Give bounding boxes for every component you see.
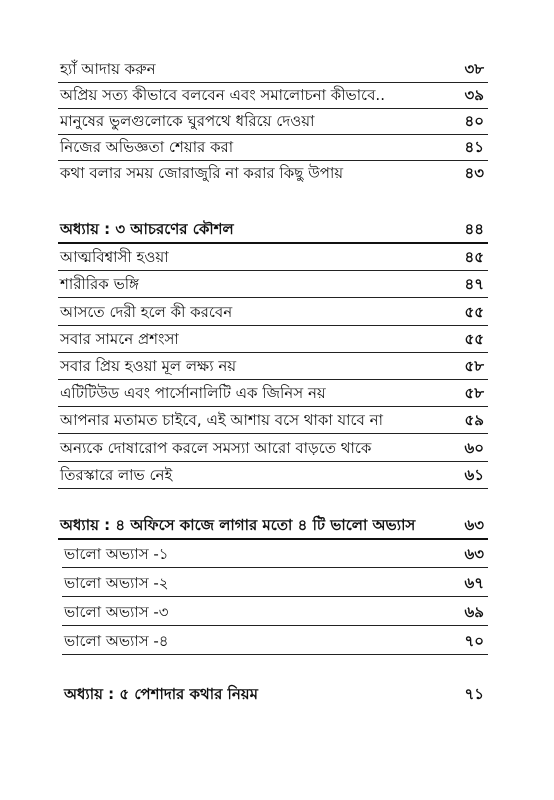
toc-page-number: ৪৩ [464, 164, 484, 182]
toc-page-number: ৪৫ [464, 248, 484, 266]
toc-row [62, 543, 488, 568]
toc-entry-title: ভালো অভ্যাস -৩ [64, 603, 169, 621]
toc-row [58, 464, 488, 489]
toc-entry-title: কথা বলার সময় জোরাজুরি না করার কিছু উপায় [60, 164, 344, 182]
chapter-page-number: ৬৩ [464, 516, 484, 534]
chapter-title: অধ্যায় : ৪ অফিসে কাজে লাগার মতো ৪ টি ভালো অভ্যাস [60, 516, 416, 534]
toc-page-number: ৬৩ [464, 545, 484, 563]
toc-row [58, 58, 488, 83]
chapter-heading-3 [58, 218, 488, 244]
toc-row [62, 630, 488, 655]
toc-page-number: ৫৯ [464, 411, 484, 429]
toc-row [58, 84, 488, 109]
chapter-page-number: ৪৪ [464, 220, 484, 238]
toc-row [62, 601, 488, 626]
toc-row [58, 110, 488, 135]
chapter-heading-5 [62, 683, 488, 707]
toc-page-number: ৭০ [464, 632, 484, 650]
toc-page-number: ৫৮ [464, 384, 484, 402]
toc-page-number: ৪০ [464, 112, 484, 130]
toc-row [58, 246, 488, 271]
toc-row [58, 273, 488, 298]
toc-page-number: ৩৯ [464, 86, 484, 104]
toc-entry-title: শারীরিক ভঙ্গি [60, 275, 139, 293]
toc-page-number: ৩৮ [464, 60, 484, 78]
toc-page-number: ৪৭ [464, 275, 484, 293]
toc-entry-title: আত্মবিশ্বাসী হওয়া [60, 248, 169, 266]
toc-page-number: ৬১ [464, 466, 484, 484]
toc-page-number: ৬০ [464, 439, 484, 457]
toc-entry-title: নিজের অভিজ্ঞতা শেয়ার করা [60, 138, 234, 156]
toc-page-number: ৫৮ [464, 357, 484, 375]
toc-row [62, 572, 488, 597]
toc-row [58, 136, 488, 161]
chapter-title: অধ্যায় : ৫ পেশাদার কথার নিয়ম [64, 685, 258, 703]
toc-entry-title: অপ্রিয় সত্য কীভাবে বলবেন এবং সমালোচনা কীভাবে.. [60, 86, 385, 104]
toc-entry-title: সবার সামনে প্রশংসা [60, 330, 179, 348]
toc-entry-title: ভালো অভ্যাস -২ [64, 574, 169, 592]
toc-entry-title: মানুষের ভুলগুলোকে ঘুরপথে ধরিয়ে দেওয়া [60, 112, 315, 130]
toc-page-number: ৬৭ [464, 574, 484, 592]
toc-page-number: ৪১ [464, 138, 484, 156]
toc-entry-title: তিরস্কারে লাভ নেই [60, 466, 173, 484]
toc-entry-title: ভালো অভ্যাস -১ [64, 545, 169, 563]
toc-entry-title: অন্যকে দোষারোপ করলে সমস্যা আরো বাড়তে থাকে [60, 439, 372, 457]
toc-entry-title: আসতে দেরী হলে কী করবেন [60, 303, 233, 321]
toc-entry-title: আপনার মতামত চাইবে, এই আশায় বসে থাকা যাবে না [60, 411, 383, 429]
toc-row [58, 409, 488, 434]
chapter-page-number: ৭১ [464, 685, 484, 703]
toc-row [58, 162, 488, 186]
toc-row [58, 437, 488, 462]
toc-row [58, 382, 488, 407]
toc-entry-title: হ্যাঁ আদায় করুন [60, 60, 156, 78]
chapter-heading-4 [58, 514, 488, 540]
toc-row [58, 301, 488, 326]
toc-page-number: ৬৯ [464, 603, 484, 621]
toc-row [58, 355, 488, 380]
toc-page-number: ৫৫ [464, 303, 484, 321]
toc-row [58, 328, 488, 353]
toc-entry-title: এটিটিউড এবং পার্সোনালিটি এক জিনিস নয় [60, 384, 326, 402]
chapter-title: অধ্যায় : ৩ আচরণের কৌশল [60, 220, 234, 238]
toc-entry-title: ভালো অভ্যাস -৪ [64, 632, 169, 650]
toc-page-number: ৫৫ [464, 330, 484, 348]
toc-entry-title: সবার প্রিয় হওয়া মূল লক্ষ্য নয় [60, 357, 237, 375]
